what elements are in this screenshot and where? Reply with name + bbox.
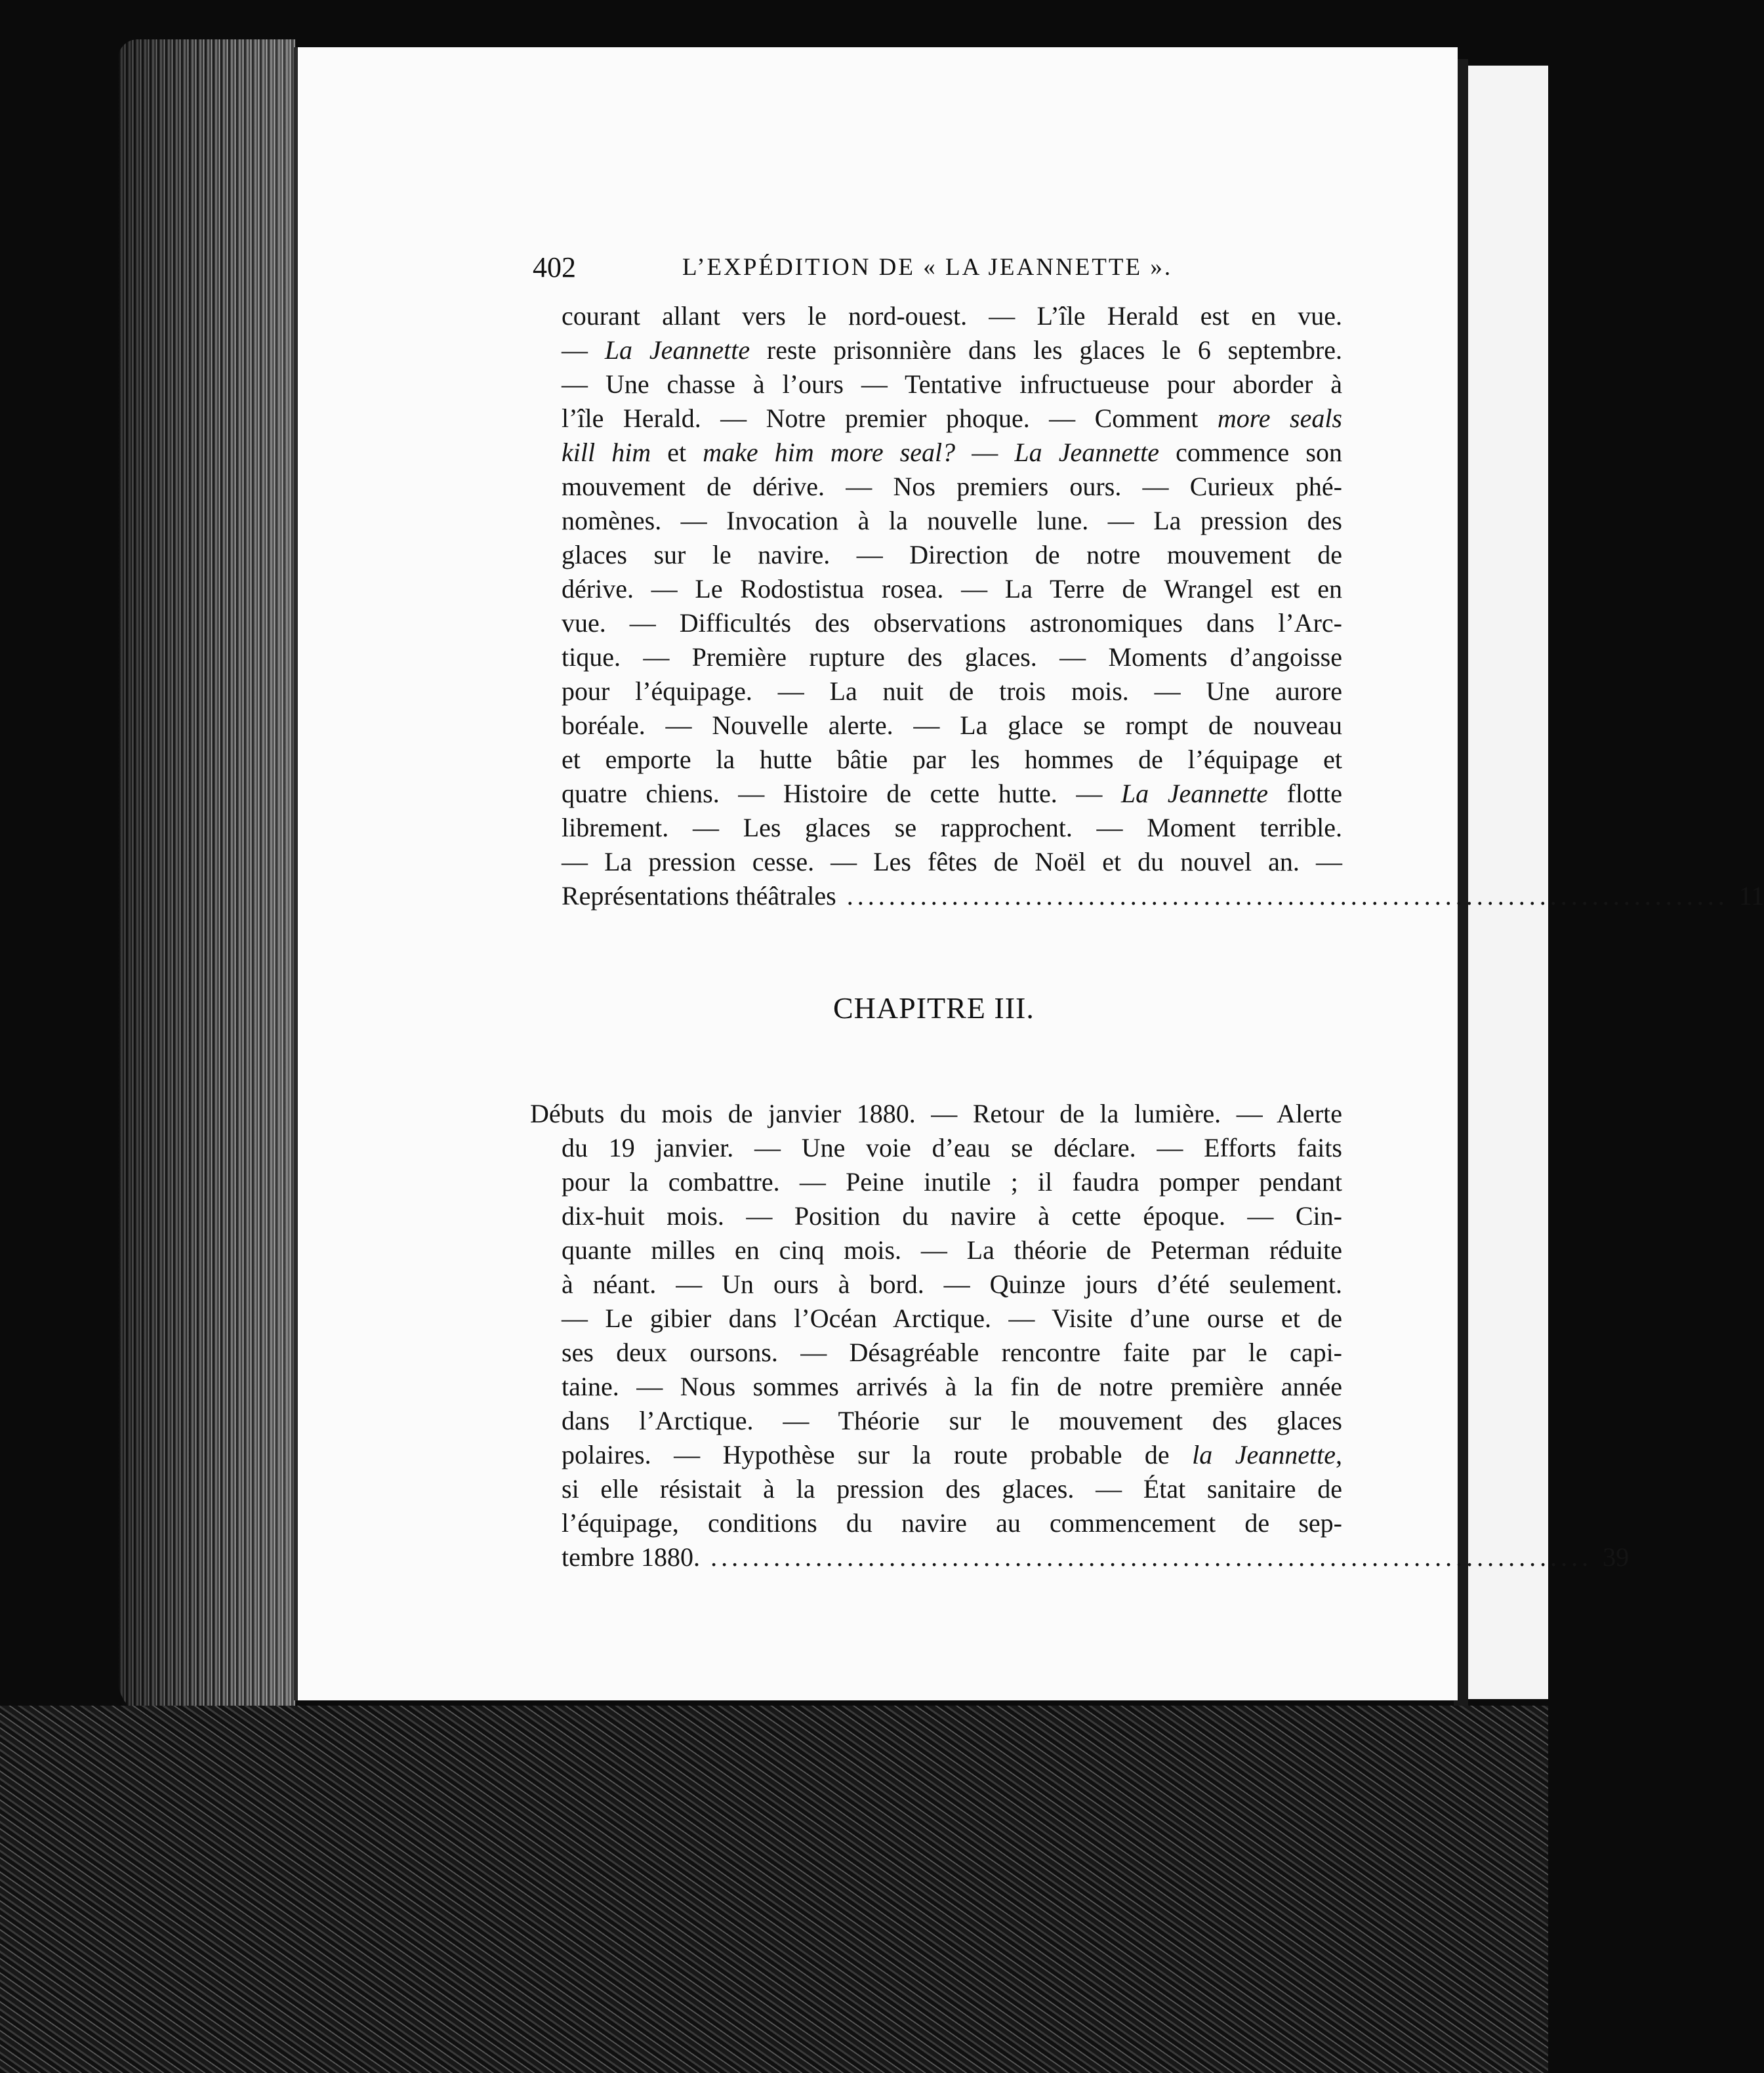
toc-line: si elle résistait à la pression des glaces. — État sanitaire de <box>562 1474 1342 1504</box>
toc-line: glaces sur le navire. — Direction de notre mouvement de <box>562 540 1342 569</box>
toc-line: l’équipage, conditions du navire au commencement de sep- <box>562 1508 1342 1538</box>
page-number: 402 <box>533 251 576 283</box>
toc-line: — Le gibier dans l’Océan Arctique. — Visite d’une ourse et de <box>562 1303 1342 1333</box>
toc-line: du 19 janvier. — Une voie d’eau se déclare. — Efforts faits <box>562 1133 1342 1162</box>
toc-line: l’île Herald. — Notre premier phoque. — Comment more seals <box>562 403 1343 433</box>
toc-line: dix-huit mois. — Position du navire à cette époque. — Cin- <box>562 1201 1342 1231</box>
toc-line: — La pression cesse. — Les fêtes de Noël et du nouvel an. — <box>562 847 1342 876</box>
background-surface <box>0 1706 1548 2073</box>
page-edges-shadow <box>118 39 295 1719</box>
toc-line: et emporte la hutte bâtie par les hommes de l’équipage et <box>562 745 1342 774</box>
toc-line: pour la combattre. — Peine inutile ; il faudra pomper pendant <box>562 1167 1342 1197</box>
toc-line: tique. — Première rupture des glaces. — Moments d’angoisse <box>562 642 1342 672</box>
toc-line: kill him et make him more seal? — La Jeannette commence son <box>562 438 1342 467</box>
toc-line: mouvement de dérive. — Nos premiers ours. — Curieux phé- <box>562 472 1342 501</box>
toc-line: dans l’Arctique. — Théorie sur le mouvement des glaces <box>562 1406 1342 1435</box>
leader-dots: .................................................................................... <box>846 881 1729 911</box>
toc-line: vue. — Difficultés des observations astronomiques dans l’Arc- <box>562 608 1342 638</box>
toc-entry-last-line <box>562 1542 1630 1572</box>
running-title: L’EXPÉDITION DE « LA JEANNETTE ». <box>682 254 1173 281</box>
toc-line: — La Jeannette reste prisonnière dans les glaces le 6 septembre. <box>562 335 1342 365</box>
toc-line: courant allant vers le nord-ouest. — L’île Herald est en vue. <box>562 301 1342 331</box>
toc-entry-last-line <box>562 881 1764 911</box>
toc-page-ref: 11 <box>1738 881 1764 911</box>
toc-line: dérive. — Le Rodostistua rosea. — La Terre de Wrangel est en <box>562 574 1342 604</box>
toc-line: polaires. — Hypothèse sur la route probable de la Jeannette, <box>562 1440 1342 1469</box>
toc-line: à néant. — Un ours à bord. — Quinze jours d’été seulement. <box>562 1269 1342 1299</box>
toc-page-ref: 39 <box>1603 1542 1630 1572</box>
toc-line: Débuts du mois de janvier 1880. — Retour de la lumière. — Alerte <box>530 1099 1342 1128</box>
toc-line: — Une chasse à l’ours — Tentative infructueuse pour aborder à <box>562 369 1342 399</box>
toc-line: ses deux oursons. — Désagréable rencontre faite par le capi- <box>562 1338 1342 1367</box>
toc-line: quatre chiens. — Histoire de cette hutte. — La Jeannette flotte <box>562 779 1342 808</box>
toc-line: quante milles en cinq mois. — La théorie de Peterman réduite <box>562 1235 1342 1265</box>
toc-entry-text: tembre 1880. <box>562 1542 701 1572</box>
leader-dots: .................................................................................... <box>710 1542 1593 1572</box>
toc-line: pour l’équipage. — La nuit de trois mois. — Une aurore <box>562 676 1342 706</box>
toc-line: boréale. — Nouvelle alerte. — La glace se rompt de nouveau <box>562 710 1342 740</box>
chapter-heading: CHAPITRE III. <box>833 991 1035 1025</box>
toc-line: librement. — Les glaces se rapprochent. — Moment terrible. <box>562 813 1342 842</box>
toc-entry-text: Représentations théâtrales <box>562 881 836 911</box>
toc-line: taine. — Nous sommes arrivés à la fin de notre première année <box>562 1372 1342 1401</box>
toc-line: nomènes. — Invocation à la nouvelle lune. — La pression des <box>562 506 1342 535</box>
